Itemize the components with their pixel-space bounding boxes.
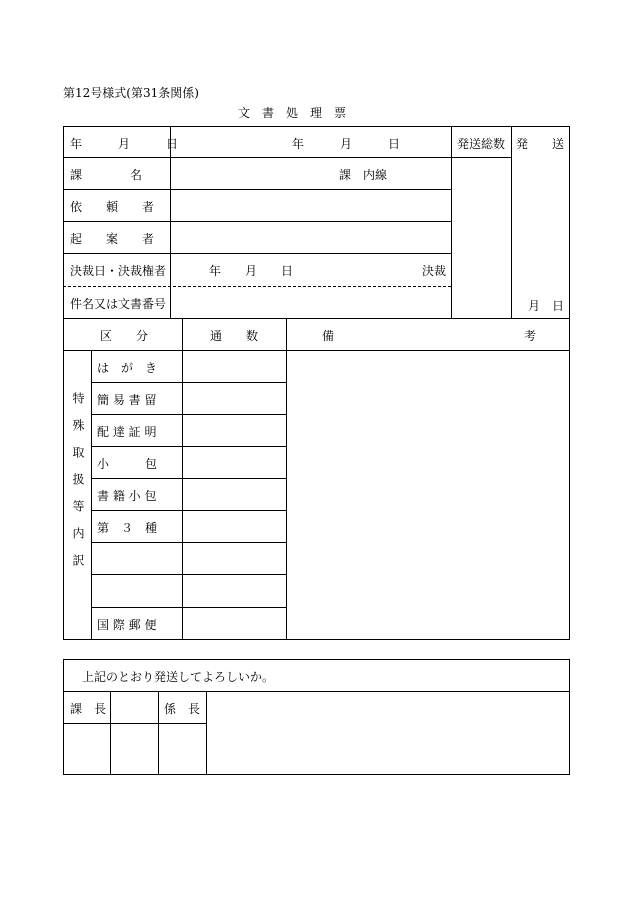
clerk-chief-seal-box[interactable] [159,724,206,774]
item-postcard: は が き [97,361,158,375]
item-parcel: 小 包 [97,457,158,471]
clerk-chief-label: 係 長 [164,702,201,716]
item-simple-registered: 簡 易 書 留 [97,393,157,407]
subject-label: 件名又は文書番号 [70,297,167,311]
item-third-class: 第 ３ 種 [97,521,158,535]
decision-label: 決裁日・決裁権者 [70,264,167,278]
item-international-mail: 国 際 郵 便 [97,618,157,632]
decision-date-field[interactable]: 年 月 日 [209,264,294,278]
date-field[interactable]: 年 月 日 [292,137,401,151]
requester-label: 依 頼 者 [70,200,155,214]
section-chief-seal-box[interactable] [64,724,110,774]
approval-message: 上記のとおり発送してよろしいか。 [82,670,275,684]
drafter-label: 起 案 者 [70,232,155,246]
send-date-field[interactable]: 月 日 [528,299,565,313]
form-number: 第12号様式(第31条関係) [63,86,199,100]
extension-field[interactable]: 課 内線 [339,168,388,182]
category-header: 区 分 [100,329,149,343]
special-handling-vertical-label: 特殊取扱等内訳 [71,392,85,581]
item-delivery-certificate: 配 達 証 明 [97,425,157,439]
section-chief-label: 課 長 [70,702,107,716]
division-label: 課 名 [70,168,143,182]
remarks-header-left: 備 [322,329,335,343]
count-header: 通 数 [210,329,259,343]
date-label: 年 月 日 [70,137,179,151]
blank-seal-box[interactable] [111,692,158,774]
send-label: 発 送 [516,137,565,151]
form-title: 文 書 処 理 票 [238,106,347,120]
remarks-header-right: 考 [524,329,537,343]
item-book-parcel: 書 籍 小 包 [97,489,157,503]
decision-suffix: 決裁 [422,264,447,278]
total-sent-label: 発送総数 [457,137,506,151]
